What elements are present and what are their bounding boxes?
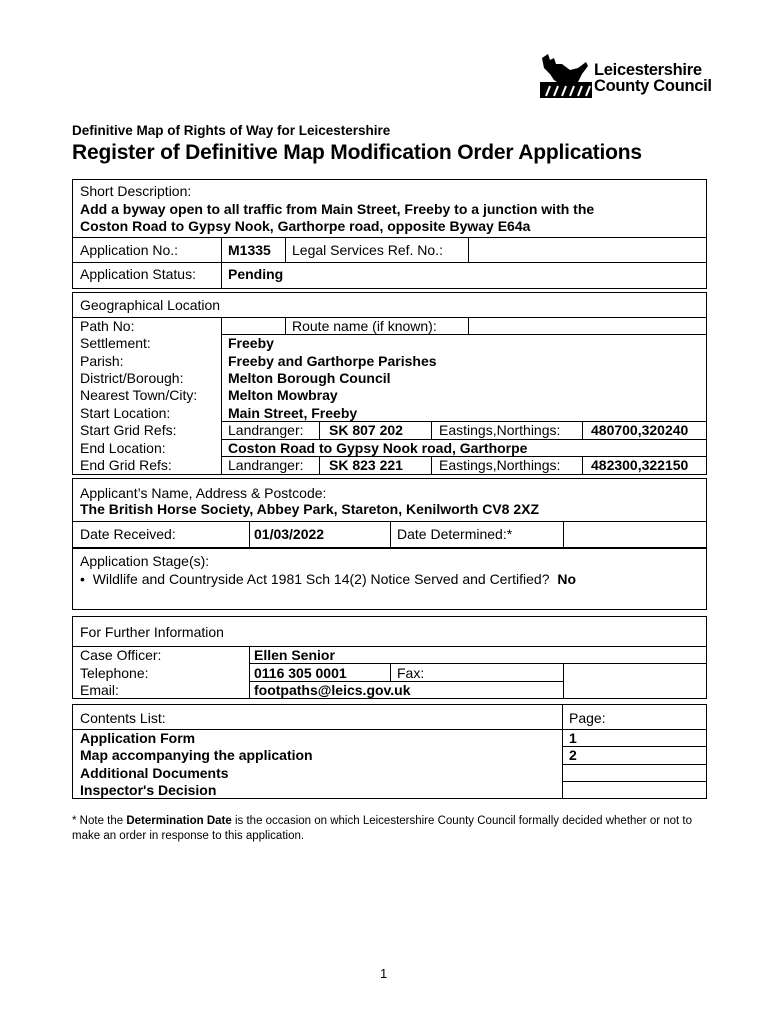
contents-list-box [72, 704, 707, 799]
contents-item-title[interactable]: Additional Documents [80, 765, 229, 781]
further-information-box [72, 616, 707, 699]
short-description-line2: Coston Road to Gypsy Nook, Garthorpe road, opposite Byway E64a [80, 218, 531, 234]
legal-ref-label: Legal Services Ref. No.: [292, 242, 443, 258]
start-landranger-value: SK 807 202 [329, 422, 403, 438]
settlement-label: Settlement: [80, 335, 151, 351]
document-subtitle: Definitive Map of Rights of Way for Leicestershire [72, 123, 391, 138]
end-location-label: End Location: [80, 440, 166, 456]
district-value: Melton Borough Council [228, 370, 391, 386]
stages-label: Application Stage(s): [80, 553, 210, 569]
contents-item-title[interactable]: Inspector's Decision [80, 782, 217, 798]
contents-item-page: 1 [569, 730, 577, 746]
start-grid-refs-label: Start Grid Refs: [80, 422, 177, 438]
path-no-label: Path No: [80, 318, 135, 334]
footnote-term: Determination Date [126, 815, 232, 827]
application-no-value: M1335 [228, 242, 271, 258]
end-eastings-value: 482300,322150 [591, 457, 689, 473]
contact-heading: For Further Information [80, 624, 224, 640]
stage-item [80, 571, 576, 587]
geographical-location-box [72, 292, 707, 475]
logo-line1: Leicestershire [594, 61, 702, 79]
applicant-label: Applicant’s Name, Address & Postcode: [80, 485, 327, 501]
parish-value: Freeby and Garthorpe Parishes [228, 353, 437, 369]
geo-heading: Geographical Location [80, 297, 221, 313]
logo-text [594, 62, 712, 94]
end-grid-refs-label: End Grid Refs: [80, 457, 172, 473]
page-number: 1 [380, 966, 388, 981]
application-no-label: Application No.: [80, 242, 179, 258]
start-landranger-label: Landranger: [228, 422, 304, 438]
bullet-icon: • [80, 571, 93, 587]
case-officer-label: Case Officer: [80, 647, 162, 663]
date-determined-label: Date Determined:* [397, 526, 513, 542]
stage-item-text: Wildlife and Countryside Act 1981 Sch 14(2) Notice Served and Certified? [92, 571, 550, 587]
case-officer-value: Ellen Senior [254, 647, 335, 663]
telephone-value: 0116 305 0001 [254, 665, 347, 681]
application-stages-box [72, 548, 707, 610]
telephone-label: Telephone: [80, 665, 149, 681]
date-received-label: Date Received: [80, 526, 176, 542]
route-name-label: Route name (if known): [292, 318, 437, 334]
council-logo [540, 52, 710, 100]
start-eastings-value: 480700,320240 [591, 422, 689, 438]
determination-date-footnote [72, 814, 712, 844]
start-location-value: Main Street, Freeby [228, 405, 358, 421]
end-location-value: Coston Road to Gypsy Nook road, Garthorpe [228, 440, 528, 456]
contents-label: Contents List: [80, 710, 166, 726]
description-box [72, 179, 707, 289]
contents-item-title[interactable]: Map accompanying the application [80, 747, 313, 763]
logo-line2: County Council [594, 77, 712, 95]
end-landranger-label: Landranger: [228, 457, 304, 473]
short-description-label: Short Description: [80, 183, 192, 199]
contents-item-page: 2 [569, 747, 577, 763]
district-label: District/Borough: [80, 370, 184, 386]
parish-label: Parish: [80, 353, 124, 369]
applicant-box [72, 478, 707, 548]
stage-item-answer: No [557, 571, 577, 587]
short-description-line1: Add a byway open to all traffic from Main Street, Freeby to a junction with the [80, 201, 595, 217]
nearest-town-value: Melton Mowbray [228, 387, 338, 403]
email-value: footpaths@leics.gov.uk [254, 682, 411, 698]
fox-crest-icon [540, 52, 592, 98]
footnote-prefix: * Note the [72, 815, 127, 827]
footnote-rest: is the occasion on which Leicestershire County Council formally decided whether or not to make an order in response to this application. [72, 815, 693, 842]
contents-item-title[interactable]: Application Form [80, 730, 196, 746]
settlement-value: Freeby [228, 335, 274, 351]
nearest-town-label: Nearest Town/City: [80, 387, 198, 403]
date-received-value: 01/03/2022 [254, 526, 325, 542]
end-eastings-label: Eastings,Northings: [439, 457, 561, 473]
fax-label: Fax: [397, 665, 425, 681]
application-status-label: Application Status: [80, 266, 196, 282]
start-location-label: Start Location: [80, 405, 171, 421]
application-status-value: Pending [228, 266, 284, 282]
email-label: Email: [80, 682, 119, 698]
contents-page-label: Page: [569, 710, 606, 726]
start-eastings-label: Eastings,Northings: [439, 422, 561, 438]
document-title: Register of Definitive Map Modification Order Applications [72, 141, 642, 164]
applicant-value: The British Horse Society, Abbey Park, Stareton, Kenilworth CV8 2XZ [80, 501, 539, 517]
end-landranger-value: SK 823 221 [329, 457, 403, 473]
